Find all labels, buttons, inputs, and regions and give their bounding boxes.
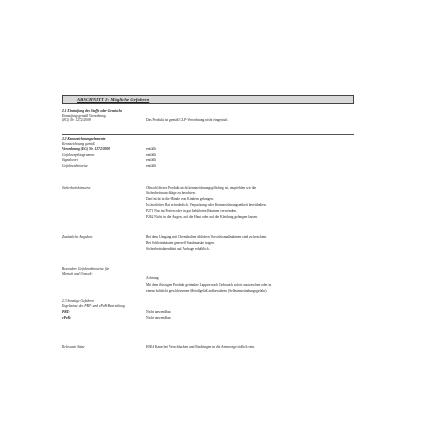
s21-sub1: Einstufung gemäß Verordnung	[62, 113, 106, 118]
s21-value: Das Produkt ist gemäß CLP-Verordnung nicht eingestuft.	[146, 118, 229, 122]
s22-row-label: Verordnung (EG) Nr. 1272/2008	[62, 147, 110, 151]
zusatz-label: Zusätzliche Angaben:	[62, 235, 94, 239]
s22-sub1: Kennzeichnung gemäß	[62, 142, 95, 146]
relevante-label: Relevante Sätze	[62, 345, 85, 349]
s23-row-label: vPvB:	[62, 316, 71, 320]
section-header-bar	[62, 95, 354, 104]
sicherheit-line: Sicherheitsratschläge zu beachten:	[146, 191, 196, 195]
sicherheit-line: Obwohl dieses Produkt nicht kennzeichnungspflichtig ist, empfehlen wir die	[146, 186, 257, 190]
section-title: ABSCHNITT 2: Mögliche Gefahren	[77, 97, 150, 102]
s22-row-value: entfällt	[146, 152, 157, 157]
s23-sub: Ergebnisse der PBT- und vPvB-Beurteilung	[62, 304, 125, 308]
besondere-achtung: Achtung:	[146, 276, 160, 280]
sicherheit-line: Ist ärztlicher Rat erforderlich, Verpackung oder Kennzeichnungsetikett bereithalten.	[146, 203, 267, 207]
s21-heading: 2.1 Einstufung des Stoffs oder Gemischs	[62, 109, 123, 113]
s22-row-value: entfällt	[146, 158, 157, 162]
s21-sub2: (EG) Nr. 1272/2008	[62, 118, 91, 122]
sicherheit-line: Darf nicht in die Hände von Kindern gelangen.	[146, 197, 214, 201]
s22-row-value: entfällt	[146, 147, 157, 151]
besondere-label: Mensch und Umwelt:	[62, 272, 93, 276]
s23-row-value: Nicht anwendbar.	[146, 316, 172, 320]
zusatz-line: Bei Schleimhäuten generell Staubmaske tragen.	[146, 241, 215, 245]
s23-row-value: Nicht anwendbar.	[146, 310, 172, 314]
besondere-label: Besondere Gefahrenhinweise für	[62, 267, 110, 271]
zusatz-line: Sicherheitsdatenblatt auf Anfrage erhältlich.	[146, 247, 210, 251]
s22-row-label: Gefahrenpiktogramme	[62, 152, 95, 157]
sicherheit-label: Sicherheitshinweise	[62, 186, 91, 190]
zusatz-line: Bei dem Umgang mit Chemikalien üblichen Vorsichtsmaßnahmen sind zu beachten.	[146, 235, 268, 239]
divider	[62, 134, 354, 135]
sicherheit-line: P271 Nur im Freien oder in gut belüfteten Räumen verwenden.	[146, 209, 237, 213]
s22-row-label: Signalwort	[62, 158, 78, 162]
s23-row-label: PBT:	[62, 310, 70, 314]
sicherheit-line: P262 Nicht in die Augen, auf die Haut oder auf die Kleidung gelangen lassen.	[146, 215, 258, 219]
s22-heading: 2.2 Kennzeichnungselemente	[62, 137, 106, 141]
s22-row-value: entfällt	[146, 163, 157, 168]
besondere-line: Mit dem flüssigen Produkt getränkte Lappen nach Gebrauch sofort auswaschen oder in	[146, 283, 272, 287]
s22-row-label: Gefahrenhinweise	[62, 163, 89, 168]
besondere-line: einem luftdicht geschlossenen Metallgefäß aufbewahren (Selbstentzündungsgefahr).	[146, 289, 268, 293]
relevante-value: H304 Kann bei Verschlucken und Eindringen in die Atemwege tödlich sein.	[146, 345, 256, 349]
s23-heading: 2.3 Sonstige Gefahren	[62, 299, 94, 303]
